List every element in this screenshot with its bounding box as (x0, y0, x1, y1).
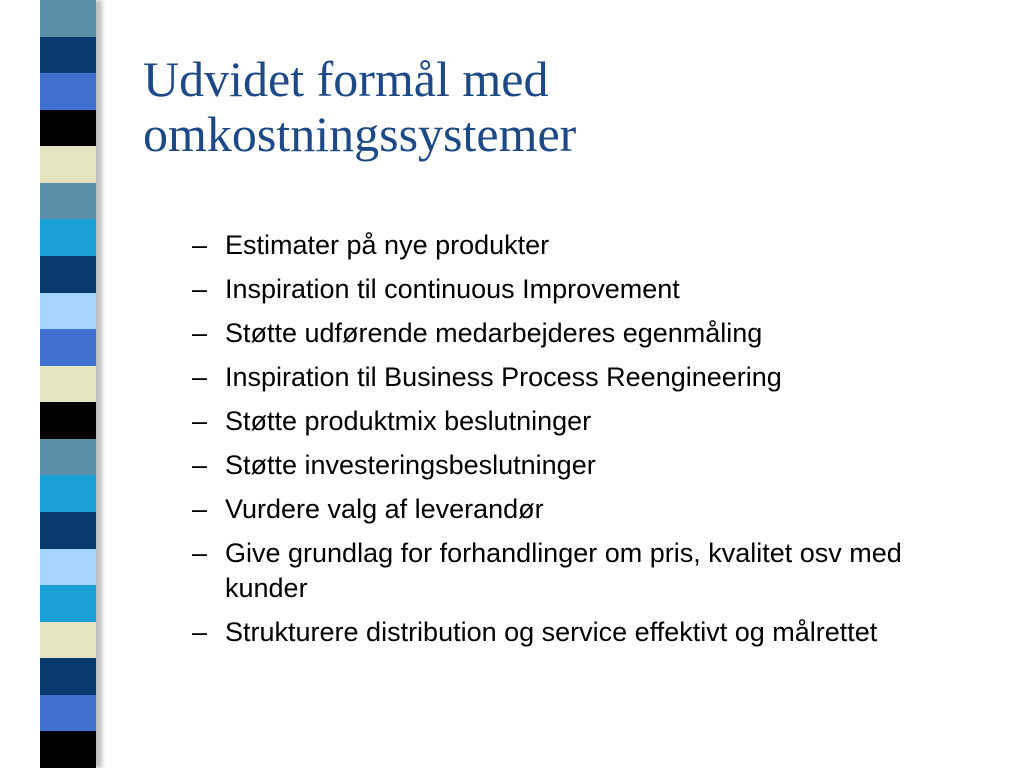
stripe-segment (40, 37, 96, 74)
stripe-segment (40, 475, 96, 512)
bullet-text: Strukturere distribution og service effektivt og målrettet (225, 617, 878, 647)
stripe-segment (40, 183, 96, 220)
bullet-list (192, 228, 972, 659)
stripe-segment (40, 512, 96, 549)
dash-marker: – (192, 538, 208, 568)
bullet-text: Estimater på nye produkter (225, 230, 550, 260)
bullet-text: Vurdere valg af leverandør (225, 494, 544, 524)
dash-marker: – (192, 450, 208, 480)
bullet-text: Inspiration til continuous Improvement (225, 274, 680, 304)
stripe-segment (40, 549, 96, 586)
bullet-text: Støtte investeringsbeslutninger (225, 450, 596, 480)
stripe-segment (40, 329, 96, 366)
dash-marker: – (192, 230, 208, 260)
stripe-segment (40, 73, 96, 110)
stripe-segment (40, 695, 96, 732)
bullet-text: Støtte produktmix beslutninger (225, 406, 592, 436)
bullet-item (192, 448, 972, 483)
bullet-text: Støtte udførende medarbejderes egenmåling (225, 318, 763, 348)
bullet-item (192, 404, 972, 439)
decorative-stripe-bar (40, 0, 96, 768)
dash-marker: – (192, 406, 208, 436)
stripe-segment (40, 585, 96, 622)
stripe-segment (40, 0, 96, 37)
slide-title (143, 52, 576, 162)
bullet-item (192, 228, 972, 263)
stripe-segment (40, 439, 96, 476)
slide-title-line-2: omkostningssystemer (143, 106, 577, 162)
stripe-segment (40, 146, 96, 183)
bullet-item (192, 536, 972, 606)
bullet-text: Give grundlag for forhandlinger om pris, kvalitet osv med kunder (225, 538, 902, 603)
dash-marker: – (192, 274, 208, 304)
bullet-item (192, 272, 972, 307)
dash-marker: – (192, 494, 208, 524)
stripe-segment (40, 622, 96, 659)
stripe-segment (40, 731, 96, 768)
bullet-item (192, 615, 972, 650)
stripe-segment (40, 658, 96, 695)
stripe-segment (40, 219, 96, 256)
dash-marker: – (192, 318, 208, 348)
bullet-item (192, 316, 972, 351)
bullet-item (192, 360, 972, 395)
stripe-segment (40, 110, 96, 147)
bullet-item (192, 492, 972, 527)
stripe-segment (40, 293, 96, 330)
stripe-segment (40, 366, 96, 403)
dash-marker: – (192, 362, 208, 392)
bullet-text: Inspiration til Business Process Reengineering (225, 362, 782, 392)
dash-marker: – (192, 617, 208, 647)
stripe-segment (40, 402, 96, 439)
slide-title-line-1: Udvidet formål med (143, 51, 549, 107)
stripe-segment (40, 256, 96, 293)
